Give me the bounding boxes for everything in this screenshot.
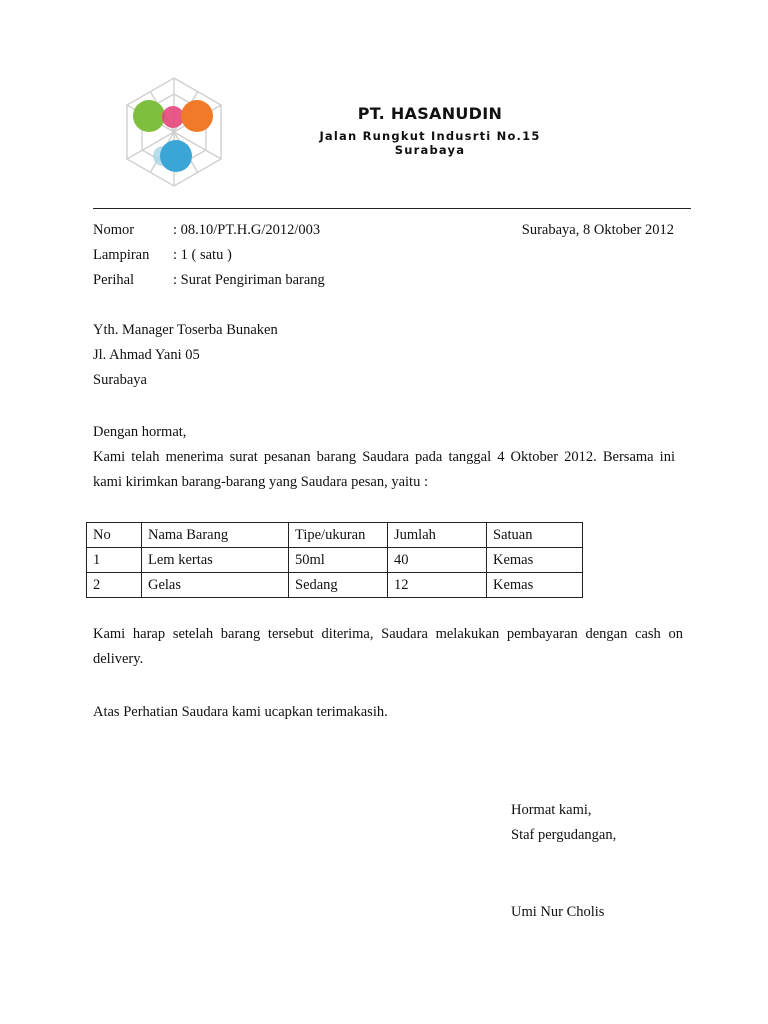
recipient-line: Jl. Ahmad Yani 05 <box>93 347 200 363</box>
goods-table <box>86 522 583 598</box>
column-header: Satuan <box>487 523 583 548</box>
closing-line: Staf pergudangan, <box>511 827 617 843</box>
meta-label: Lampiran <box>93 247 150 263</box>
signer-name: Umi Nur Cholis <box>511 904 605 920</box>
paragraph-thanks: Atas Perhatian Saudara kami ucapkan terimakasih. <box>93 704 388 720</box>
table-header-row <box>87 523 583 548</box>
logo-pink-circle <box>162 106 184 128</box>
table-cell: 40 <box>388 548 487 573</box>
column-header: Tipe/ukuran <box>289 523 388 548</box>
meta-label: Perihal <box>93 272 135 288</box>
opening-block <box>93 420 675 495</box>
company-name: PT. HASANUDIN <box>357 104 503 123</box>
table-cell: Kemas <box>487 548 583 573</box>
paragraph-payment: Kami harap setelah barang tersebut diterima, Saudara melakukan pembayaran dengan cash on delivery. <box>93 626 683 667</box>
greeting: Dengan hormat, <box>93 424 187 440</box>
meta-value: : Surat Pengiriman barang <box>173 272 325 288</box>
company-city: Surabaya <box>394 143 466 157</box>
closing-block <box>511 798 616 848</box>
table-cell: 1 <box>87 548 142 573</box>
company-header <box>300 104 560 157</box>
column-header: No <box>87 523 142 548</box>
meta-value: : 1 ( satu ) <box>173 247 232 263</box>
column-header: Nama Barang <box>142 523 289 548</box>
meta-row-lampiran <box>93 243 683 268</box>
company-address: Jalan Rungkut Indusrti No.15 <box>319 129 541 143</box>
letter-date: Surabaya, 8 Oktober 2012 <box>521 222 674 238</box>
table-row <box>87 573 583 598</box>
recipient-line: Surabaya <box>93 372 147 388</box>
table-cell: Gelas <box>142 573 289 598</box>
recipient-block <box>93 318 278 393</box>
recipient-line: Yth. Manager Toserba Bunaken <box>93 322 278 338</box>
meta-label: Nomor <box>93 222 135 238</box>
table-cell: 12 <box>388 573 487 598</box>
header-divider <box>93 208 691 209</box>
logo-blue-circle <box>160 140 192 172</box>
meta-row-perihal <box>93 268 683 293</box>
table-cell: Kemas <box>487 573 583 598</box>
table-cell: 2 <box>87 573 142 598</box>
company-logo <box>118 76 230 188</box>
logo-orange-circle <box>181 100 213 132</box>
logo-green-circle <box>133 100 165 132</box>
meta-value: : 08.10/PT.H.G/2012/003 <box>173 222 321 238</box>
closing-line: Hormat kami, <box>511 802 592 818</box>
table-cell: 50ml <box>289 548 388 573</box>
table-cell: Lem kertas <box>142 548 289 573</box>
column-header: Jumlah <box>388 523 487 548</box>
table-cell: Sedang <box>289 573 388 598</box>
paragraph-intro: Kami telah menerima surat pesanan barang Saudara pada tanggal 4 Oktober 2012. Bersama ini kami kirimkan barang-barang yang Saudara pesan, yaitu : <box>93 449 675 490</box>
table-row <box>87 548 583 573</box>
